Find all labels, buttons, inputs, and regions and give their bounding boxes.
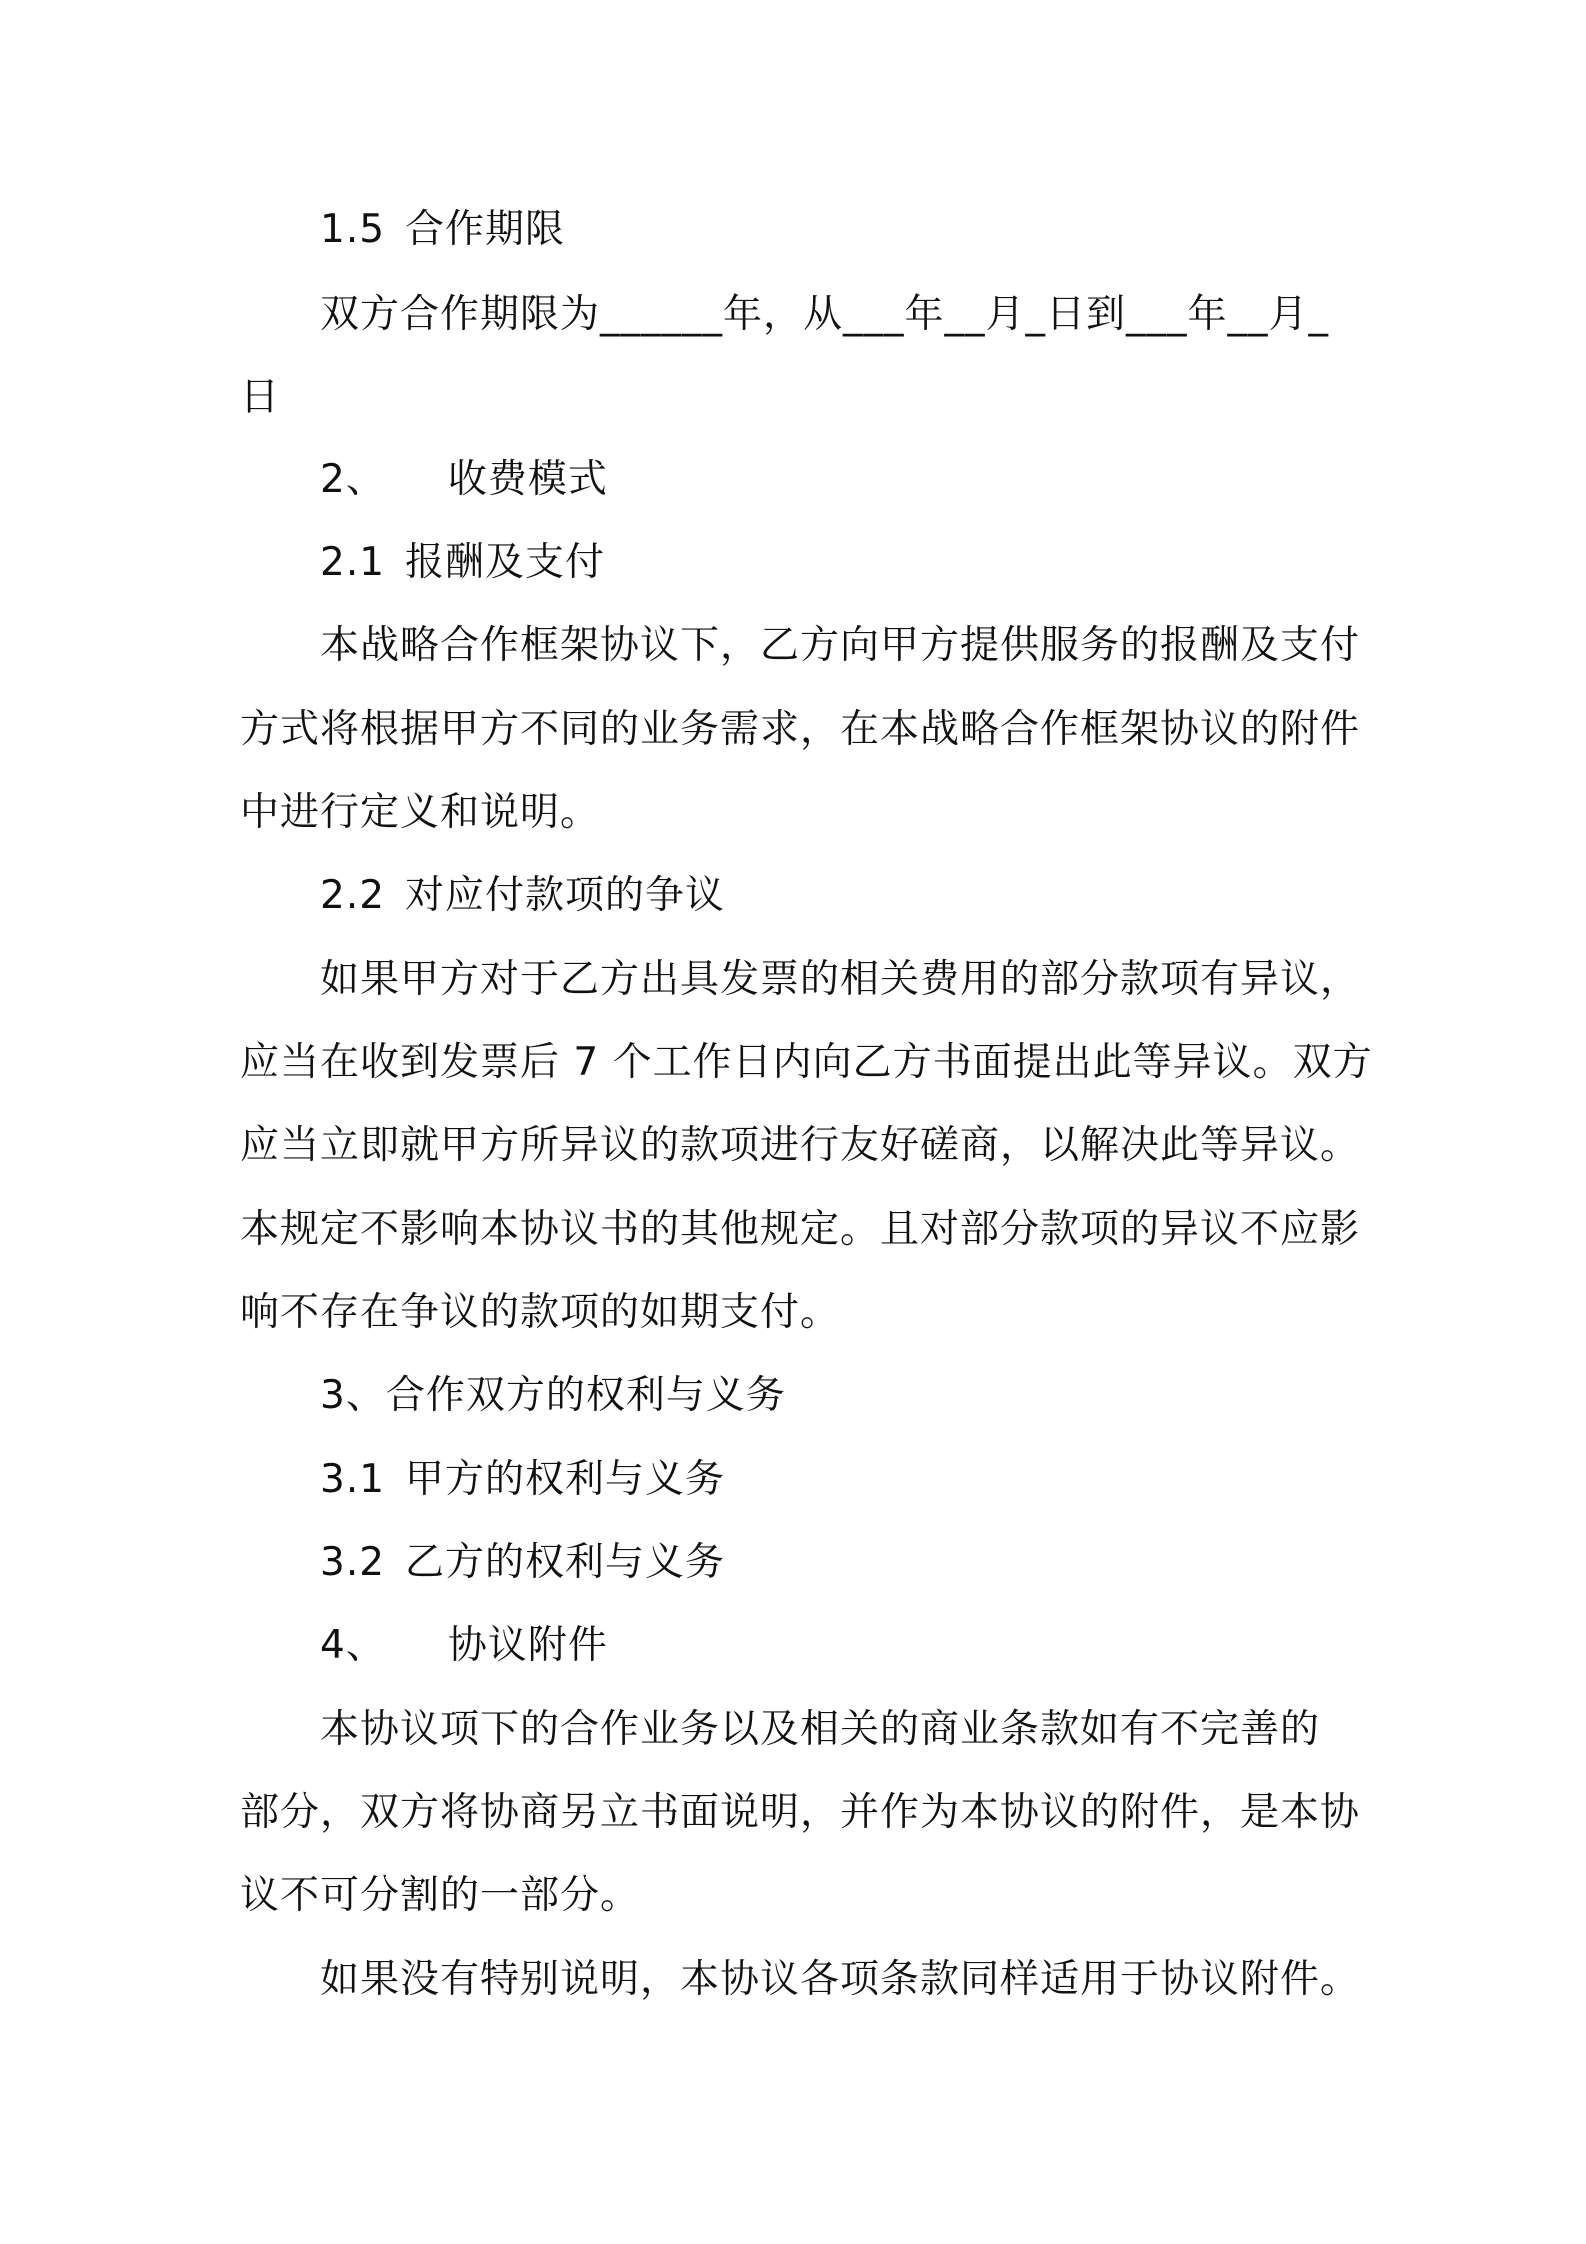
section-title: 对应付款项的争议 <box>405 873 726 918</box>
paragraph-line: 部分，双方将协商另立书面说明，并作为本协议的附件，是本协 <box>240 1790 1361 1835</box>
paragraph-line: 如果没有特别说明，本协议各项条款同样适用于协议附件。 <box>320 1957 1361 2002</box>
section-number: 4、 <box>320 1623 386 1668</box>
paragraph-line: 应当立即就甲方所异议的款项进行友好磋商，以解决此等异议。 <box>240 1123 1361 1168</box>
section-4-heading <box>320 1616 1360 1676</box>
section-number: 1.5 <box>320 207 386 252</box>
paragraph-line: 双方合作期限为______年，从___年__月_日到___年__月_ <box>320 292 1330 337</box>
paragraph-line: 应当在收到发票后 7 个工作日内向乙方书面提出此等异议。双方 <box>240 1040 1373 1085</box>
section-2-2-heading <box>320 866 1360 926</box>
section-3-1-heading <box>320 1450 1360 1510</box>
section-number: 2、 <box>320 457 386 502</box>
section-title: 甲方的权利与义务 <box>405 1457 726 1502</box>
section-3-2-heading <box>320 1533 1360 1593</box>
paragraph-line: 响不存在争议的款项的如期支付。 <box>240 1290 841 1335</box>
paragraph-line: 方式将根据甲方不同的业务需求，在本战略合作框架协议的附件 <box>240 707 1361 752</box>
section-1-5-heading <box>320 200 1360 260</box>
section-number: 2.1 <box>320 540 386 585</box>
section-title: 报酬及支付 <box>405 540 606 585</box>
section-number: 3.1 <box>320 1457 386 1502</box>
section-number: 2.2 <box>320 873 386 918</box>
paragraph-line: 本规定不影响本协议书的其他规定。且对部分款项的异议不应影 <box>240 1207 1361 1252</box>
paragraph-line: 中进行定义和说明。 <box>240 790 601 835</box>
paragraph-line: 本协议项下的合作业务以及相关的商业条款如有不完善的 <box>320 1707 1321 1752</box>
section-number: 3.2 <box>320 1540 386 1585</box>
section-2-heading <box>320 450 1360 510</box>
section-title: 收费模式 <box>447 457 608 502</box>
section-title: 乙方的权利与义务 <box>405 1540 726 1585</box>
paragraph-line: 议不可分割的一部分。 <box>240 1873 641 1918</box>
section-title: 合作期限 <box>405 207 566 252</box>
section-2-1-heading <box>320 533 1360 593</box>
paragraph-line: 日 <box>240 375 281 420</box>
paragraph-line: 如果甲方对于乙方出具发票的相关费用的部分款项有异议， <box>320 957 1361 1002</box>
paragraph-line: 本战略合作框架协议下，乙方向甲方提供服务的报酬及支付 <box>320 623 1361 668</box>
section-title: 协议附件 <box>447 1623 608 1668</box>
section-3-heading: 3、合作双方的权利与义务 <box>320 1373 786 1418</box>
